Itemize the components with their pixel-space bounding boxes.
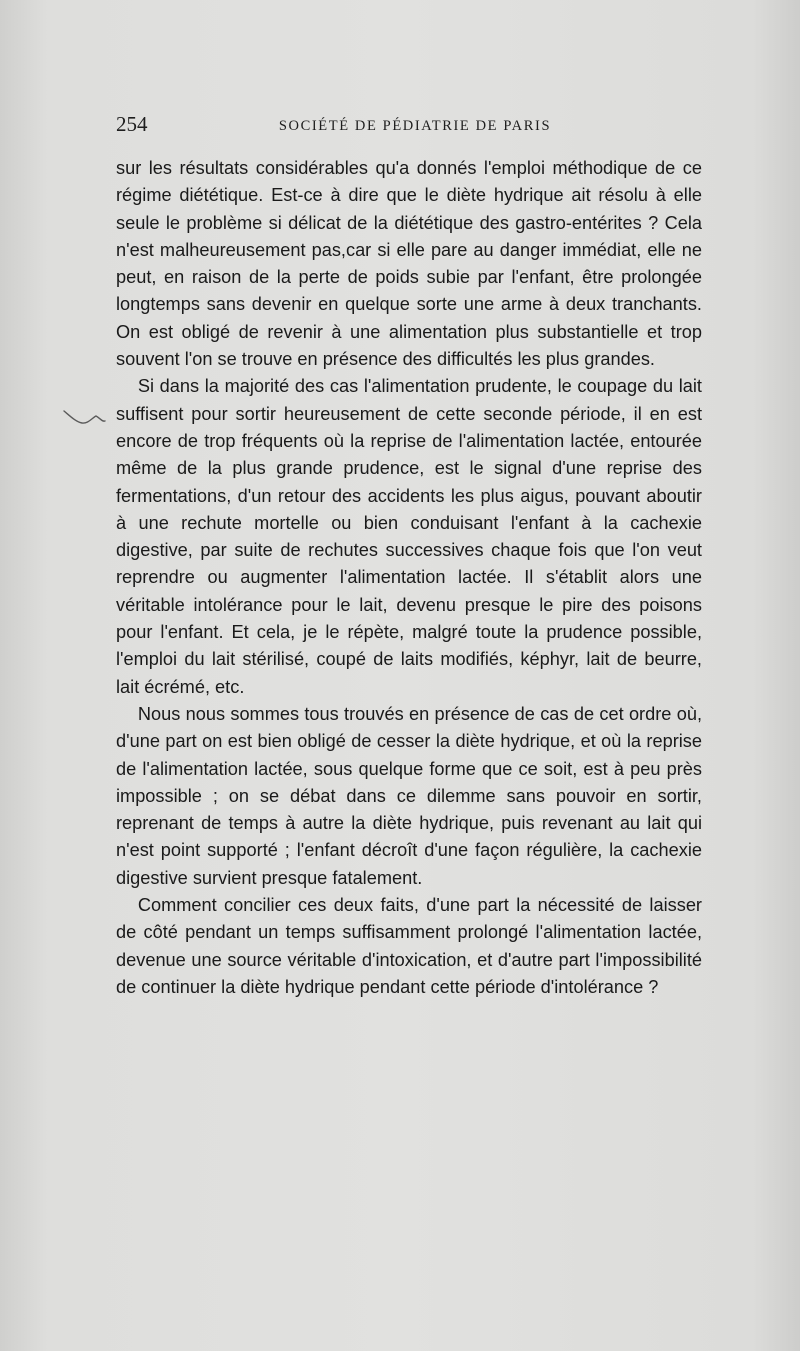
margin-pencil-mark: [62, 408, 106, 428]
journal-title: SOCIÉTÉ DE PÉDIATRIE DE PARIS: [278, 118, 552, 134]
page-number: 254: [116, 112, 148, 136]
running-head: [116, 112, 714, 142]
paragraph-3: Nous nous sommes tous trouvés en présence de cas de cet ordre où, d'une part on est bien obligé de cesser la diète hydrique, et où la reprise de l'alimentation lactée, sous quelque forme que ce soit, est à peu près impossible ; on se débat dans ce dilemme sans pouvoir en sortir, reprenant de temps à autre la diète hydrique, puis revenant au lait qui n'est point supporté ; l'enfant décroît d'une façon régulière, la cachexie digestive survient presque fatalement.: [116, 703, 702, 888]
paragraph-1: sur les résultats considérables qu'a donnés l'emploi méthodique de ce régime diététique. Est-ce à dire que le diète hydrique ait résolu à elle seule le problème si délicat de la diététique des gastro-entérites ? Cela n'est malheureusement pas,car si elle pare au danger immédiat, elle ne peut, en raison de la perte de poids subie par l'enfant, être prolongée longtemps sans devenir en quelque sorte une arme à deux tranchants. On est obligé de revenir à une alimentation plus substantielle et trop souvent l'on se trouve en présence des difficultés les plus grandes.: [116, 158, 702, 370]
paragraph-4: Comment concilier ces deux faits, d'une part la nécessité de laisser de côté pendant un temps suffisamment prolongé l'alimentation lactée, devenue une source véritable d'intoxication, et d'autre part l'impossibilité de continuer la diète hydrique pendant cette période d'intolérance ?: [116, 895, 702, 997]
article-body: [116, 155, 702, 1001]
paragraph-2: Si dans la majorité des cas l'alimentation prudente, le coupage du lait suffisent pour sortir heureusement de cette seconde période, il en est encore de trop fréquents où la reprise de l'alimentation lactée, entourée même de la plus grande prudence, est le signal d'une reprise des fermentations, d'un retour des accidents les plus aigus, pouvant aboutir à une rechute mortelle ou bien conduisant l'enfant à la cachexie digestive, par suite de rechutes successives chaque fois que l'on veut reprendre ou augmenter l'alimentation lactée. Il s'établit alors une véritable intolérance pour le lait, devenu presque le pire des poisons pour l'enfant. Et cela, je le répète, malgré toute la prudence possible, l'emploi du lait stérilisé, coupé de laits modifiés, képhyr, lait de beurre, lait écrémé, etc.: [116, 376, 702, 697]
